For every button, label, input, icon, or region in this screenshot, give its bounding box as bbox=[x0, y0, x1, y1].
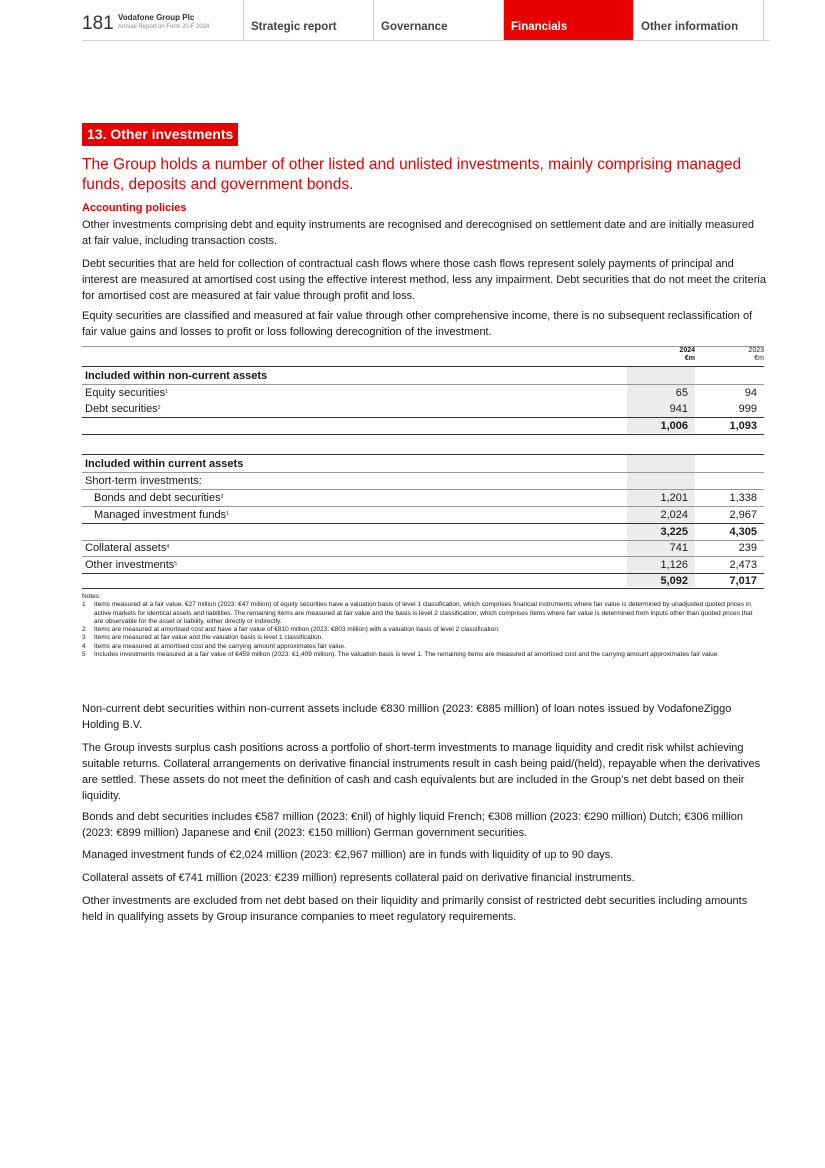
body-paragraph-1: Non-current debt securities within non-current assets include €830 million (2023: €885 million) of loan notes issued by VodafoneZiggo Holding B.V. bbox=[82, 703, 732, 731]
body-paragraph-2: The Group invests surplus cash positions across a portfolio of short-term investments to manage liquidity and credit risk whilst achieving suitable returns. Collateral arrangements on derivative financial instruments result in cash being paid/(held), repayable when the derivatives are settled. These assets do not meet the definition of cash and cash equivalents but are included in the Group’s net debt based on their liquidity. bbox=[82, 742, 761, 802]
note-item: 1 Items measured at a fair value, €27 million (2023: €47 million) of equity securities have a valuation basis of level 1 classification, which comprises financial instruments where fair value is determined by unadjusted quoted prices in active markets for identical assets and liabilities. The remaining items are measured at fair value and the basis is level 2 classification, which comprises items where fair value is determined from inputs other than quoted prices that are observable for the asset or liability, either directly or indirectly. bbox=[82, 601, 753, 625]
section-lead: The Group holds a number of other listed and unlisted investments, mainly comprising managed funds, deposits and government bonds. bbox=[82, 156, 742, 193]
tab-strategic-report[interactable]: Strategic report bbox=[244, 0, 374, 40]
body-paragraph-4: Managed investment funds of €2,024 million (2023: €2,967 million) are in funds with liquidity of up to 90 days. bbox=[82, 849, 614, 861]
current-heading: Included within current assets bbox=[85, 458, 244, 470]
rule bbox=[82, 588, 764, 589]
table-row: Managed investment funds$^1$ 2,024 2,967 bbox=[94, 509, 757, 521]
table-row bbox=[82, 456, 764, 472]
tab-financials[interactable]: Financials bbox=[504, 0, 634, 40]
note-item: 2 Items are measured at amortised cost and have a fair value of €810 million (2023: €803 million) with a valuation basis of level 2 classification. bbox=[82, 626, 500, 634]
table-subtotal-row: 3,225 4,305 bbox=[660, 526, 757, 538]
table-row bbox=[82, 368, 764, 384]
table-row: Collateral assets$^4$ 741 239 bbox=[85, 542, 757, 554]
note-item: 4 Items are measured at amortised cost and the carrying amount approximates fair value. bbox=[82, 642, 346, 650]
noncurrent-heading: Included within non-current assets bbox=[85, 370, 268, 382]
accounting-policies-heading: Accounting policies bbox=[82, 202, 187, 214]
table-row: Short-term investments: bbox=[85, 475, 202, 487]
section-title: 13. Other investments bbox=[82, 123, 238, 146]
rule bbox=[82, 366, 764, 367]
table-row: Debt securities$^2$ 941 999 bbox=[85, 403, 757, 415]
body-paragraph-3: Bonds and debt securities includes €587 million (2023: €nil) of highly liquid French; €308 million (2023: €290 million) Dutch; €306 million (2023: €899 million) Japanese and €nil (2023: €150 million) German government securities. bbox=[82, 811, 743, 839]
page-number: 181 bbox=[82, 13, 114, 34]
table-row: Other investments$^5$ 1,126 2,473 bbox=[85, 559, 757, 571]
company-block bbox=[118, 0, 244, 40]
table-total-row: 5,092 7,017 bbox=[660, 575, 757, 587]
policy-paragraph-1: Other investments comprising debt and equity instruments are recognised and derecognised on settlement date and are initially measured at fair value, including transaction costs. bbox=[82, 219, 754, 247]
table-row: Bonds and debt securities$^3$ 1,201 1,338 bbox=[94, 492, 757, 504]
notes-heading: Notes: bbox=[82, 593, 101, 600]
note-item: 3 Items are measured at fair value and the valuation basis is level 1 classification. bbox=[82, 634, 324, 642]
page-header bbox=[82, 0, 770, 41]
body-paragraph-5: Collateral assets of €741 million (2023: €239 million) represents collateral paid on derivative financial instruments. bbox=[82, 872, 635, 884]
tab-other-information[interactable]: Other information bbox=[634, 0, 764, 40]
other-investments-table bbox=[82, 345, 764, 590]
tab-governance[interactable]: Governance bbox=[374, 0, 504, 40]
policy-paragraph-2: Debt securities that are held for collection of contractual cash flows where those cash flows represent solely payments of principal and interest are measured at amortised cost using the effective interest method, less any impairment. Debt securities that do not meet the criteria for amortised cost are measured at fair value through profit and loss. bbox=[82, 258, 766, 302]
table-total-row: 1,006 1,093 bbox=[660, 420, 757, 432]
report-name: Annual Report on Form 20-F 2024 bbox=[118, 24, 210, 30]
body-paragraph-6: Other investments are excluded from net debt based on their liquidity and primarily consist of restricted debt securities including amounts held in qualifying assets by Group insurance companies to meet regulatory requirements. bbox=[82, 895, 748, 923]
rule bbox=[82, 346, 764, 347]
column-header-2024: 2024 €m bbox=[679, 347, 695, 362]
column-header-2023: 2023 €m bbox=[748, 347, 764, 362]
table-row: Equity securities$^1$ 65 94 bbox=[85, 387, 757, 399]
rule bbox=[82, 434, 764, 435]
note-item: 5 Includes investments measured at a fair value of €459 million (2023: €1,409 million). The valuation basis is level 1. The remaining items are measured at amortised cost and the carrying amount approximates fair value. bbox=[82, 651, 720, 659]
company-name: Vodafone Group Plc bbox=[118, 13, 195, 22]
policy-paragraph-3: Equity securities are classified and measured at fair value through other comprehensive income, there is no subsequent reclassification of fair value gains and losses to profit or loss following derecognition of the investment. bbox=[82, 310, 753, 338]
table-notes bbox=[82, 593, 762, 659]
rule bbox=[82, 454, 764, 455]
